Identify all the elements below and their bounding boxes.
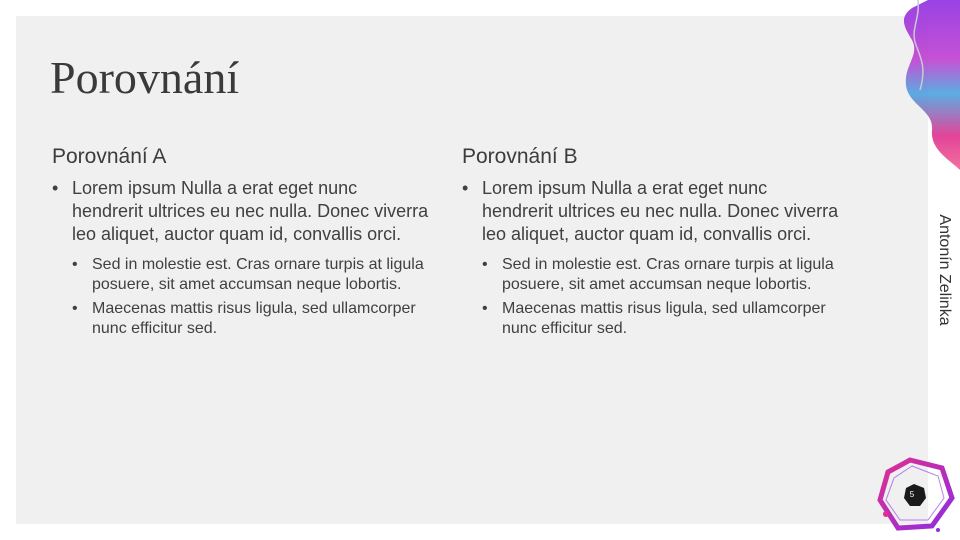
list-item [52,299,432,338]
slide-title: Porovnání [50,52,240,103]
bullet-text: Lorem ipsum Nulla a erat eget nunc hendrerit ultrices eu nec nulla. Donec viverra leo aliquet, auctor quam id, convallis orci. [72,178,429,244]
bullet-icon: • [482,256,488,273]
slide-number: 5 [909,490,915,499]
sub-bullet-text: Sed in molestie est. Cras ornare turpis at ligula posuere, sit amet accumsan neque lobortis. [502,256,834,293]
list-item [462,177,842,246]
list-item [462,255,842,294]
sub-bullet-list [52,255,432,338]
sub-bullet-list [462,255,842,338]
decorative-wave-icon [860,0,960,170]
bullet-text: Lorem ipsum Nulla a erat eget nunc hendrerit ultrices eu nec nulla. Donec viverra leo aliquet, auctor quam id, convallis orci. [482,178,839,244]
column-heading: Porovnání A [52,145,167,168]
bullet-icon: • [462,178,469,198]
author-label: Antonín Zelinka [936,214,953,326]
comparison-column-b [462,143,842,343]
bullet-icon: • [482,300,488,317]
sub-bullet-text: Maecenas mattis risus ligula, sed ullamcorper nunc efficitur sed. [92,300,416,337]
list-item [462,299,842,338]
bullet-icon: • [72,300,78,317]
bullet-icon: • [72,256,78,273]
list-item [52,177,432,246]
bullet-icon: • [52,178,59,198]
column-heading: Porovnání B [462,145,578,168]
list-item [52,255,432,294]
sub-bullet-text: Sed in molestie est. Cras ornare turpis at ligula posuere, sit amet accumsan neque lobortis. [92,256,424,293]
sub-bullet-text: Maecenas mattis risus ligula, sed ullamcorper nunc efficitur sed. [502,300,826,337]
comparison-column-a [52,143,432,343]
